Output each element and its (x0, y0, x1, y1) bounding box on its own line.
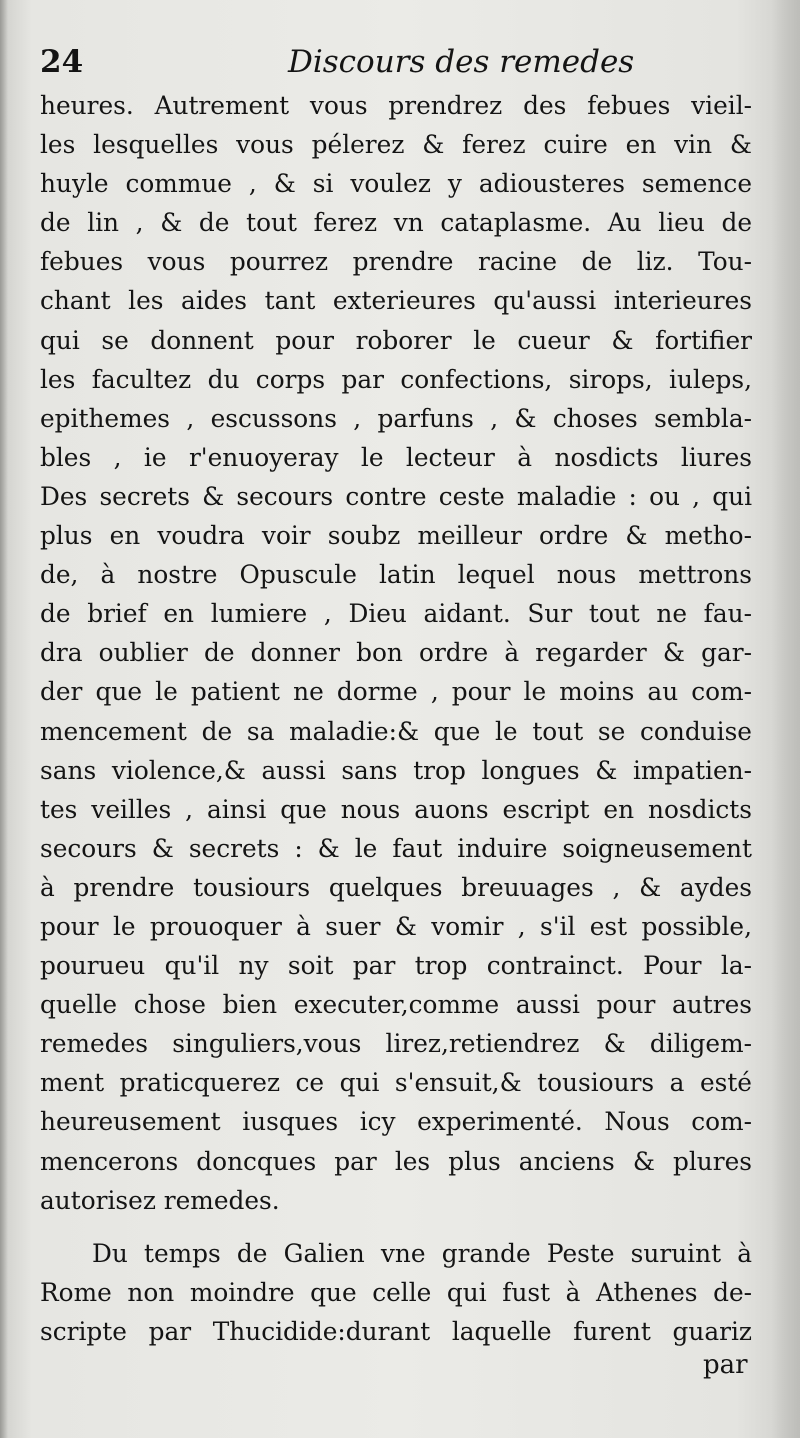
page-left-shadow (0, 0, 8, 1438)
text-line: qui se donnent pour roborer le cueur & fortifier (40, 325, 752, 355)
text-line: mencement de sa maladie:& que le tout se conduise (40, 716, 752, 746)
text-line: de, à nostre Opuscule latin lequel nous mettrons (40, 560, 752, 590)
text-line: dra oublier de donner bon ordre à regarder & gar- (40, 638, 752, 668)
text-line: chant les aides tant exterieures qu'aussi interieures (40, 286, 752, 316)
page-header (38, 40, 750, 88)
text-line: de brief en lumiere , Dieu aidant. Sur tout ne fau- (40, 599, 752, 629)
text-line: les facultez du corps par confections, sirops, iuleps, (40, 364, 752, 394)
text-line: pour le prouoquer à suer & vomir , s'il est possible, (40, 911, 752, 941)
text-line: les lesquelles vous pélerez & ferez cuire en vin & (40, 130, 752, 160)
text-line: bles , ie r'enuoyeray le lecteur à nosdicts liures (40, 442, 752, 472)
text-line: huyle commue , & si voulez y adiousteres semence (40, 169, 752, 199)
paragraph-gap (40, 1220, 752, 1234)
text-line: pourueu qu'il ny soit par trop contrainct. Pour la- (40, 951, 752, 981)
text-line: epithemes , escussons , parfuns , & choses sembla- (40, 403, 752, 433)
text-line: remedes singuliers,vous lirez,retiendrez & diligem- (40, 1029, 752, 1059)
text-line: ment praticquerez ce qui s'ensuit,& tousiours a esté (40, 1068, 752, 1098)
text-line: plus en voudra voir soubz meilleur ordre & metho- (40, 521, 752, 551)
text-line: scripte par Thucidide:durant laquelle furent guariz (40, 1316, 752, 1346)
text-line: Du temps de Galien vne grande Peste suruint à (92, 1238, 752, 1268)
text-line: heures. Autrement vous prendrez des febues vieil- (40, 91, 752, 120)
text-line: tes veilles , ainsi que nous auons escript en nosdicts (40, 794, 752, 824)
text-line: mencerons doncques par les plus anciens & plures (40, 1146, 752, 1176)
text-line: febues vous pourrez prendre racine de liz. Tou- (40, 247, 752, 277)
text-line: secours & secrets : & le faut induire soigneusement (40, 833, 752, 863)
running-title: Discours des remedes (288, 44, 635, 80)
page-right-shadow (772, 0, 800, 1438)
text-line: à prendre tousiours quelques breuuages , & aydes (40, 872, 752, 902)
body-text (40, 86, 752, 1351)
text-line: der que le patient ne dorme , pour le moins au com- (40, 677, 752, 707)
text-line: de lin , & de tout ferez vn cataplasme. Au lieu de (40, 208, 752, 238)
text-line: Rome non moindre que celle qui fust à Athenes de- (40, 1277, 752, 1307)
text-line: heureusement iusques icy experimenté. Nous com- (40, 1107, 752, 1137)
text-line: Des secrets & secours contre ceste maladie : ou , qui (40, 481, 752, 511)
text-line: autorisez remedes. (40, 1185, 280, 1215)
catchword: par (703, 1350, 748, 1380)
text-line: sans violence,& aussi sans trop longues & impatien- (40, 755, 752, 785)
page-number: 24 (40, 44, 84, 80)
text-line: quelle chose bien executer,comme aussi pour autres (40, 990, 752, 1020)
